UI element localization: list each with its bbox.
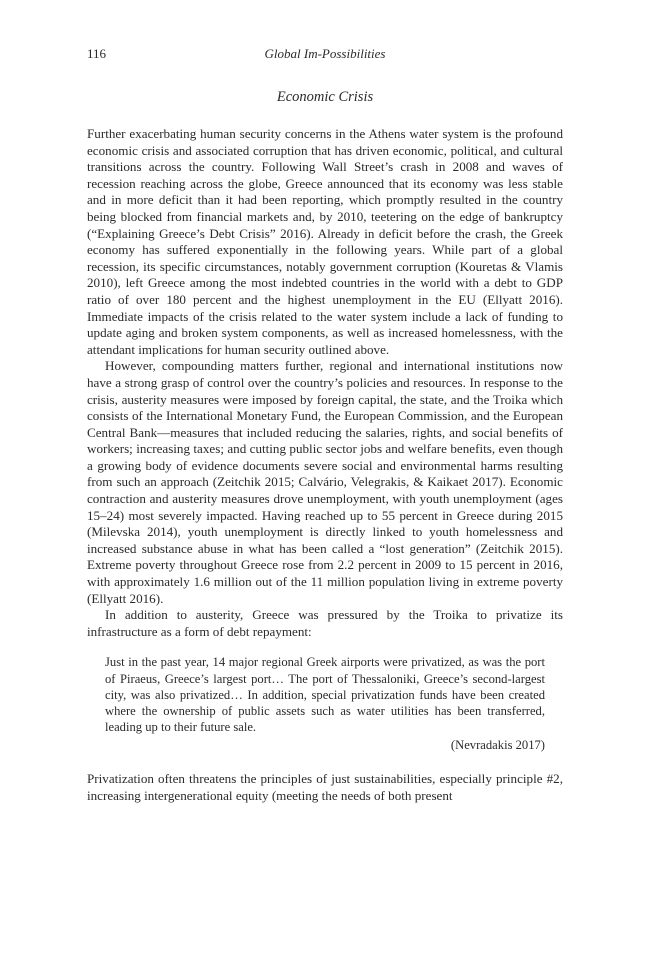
block-quote-citation: (Nevradakis 2017) [450,737,545,752]
paragraph-3: In addition to austerity, Greece was pressured by the Troika to privatize its infrastructure as a form of debt repayment: [87,607,563,639]
paragraph-1: Further exacerbating human security concerns in the Athens water system is the profound economic crisis and associated corruption that has driven economic, political, and cultural transitions across the country. Following Wall Street’s crash in 2008 and waves of recession reaching across the globe, Greece announced that its economy was less stable and in more deficit than it had been reporting, which promptly resulted in the country being blocked from financial markets and, by 2010, teetering on the edge of bankruptcy (“Explaining Greece’s Debt Crisis” 2016). Already in deficit before the crash, the Greek economy has suffered exponentially in the following years. While part of a global recession, its specific circumstances, notably government corruption (Kouretas & Vlamis 2010), left Greece among the most indebted countries in the world with a debt to GDP ratio of over 180 percent and the highest unemployment in the EU (Ellyatt 2016). Immediate impacts of the crisis related to the water system include a lack of funding to update aging and broken system components, as well as increased homelessness, with the attendant implications for human security outlined above. [87,126,563,357]
closing-paragraph: Privatization often threatens the principles of just sustainabilities, especially principle #2, increasing intergenerational equity (meeting the needs of both present [87,770,563,803]
block-quote-text: Just in the past year, 14 major regional Greek airports were privatized, as was the port of Piraeus, Greece’s largest port… The port of Thessaloniki, Greece’s second-largest city, was also privatized… In addition, special privatization funds have been created where the ownership of public assets such as water utilities has been transferred, leading up to their future sale. [105,655,545,734]
block-quote [105,654,545,753]
section-heading: Economic Crisis [276,89,374,105]
running-head [87,46,563,64]
page-number: 116 [87,46,107,61]
running-title: Global Im-Possibilities [264,46,386,61]
paragraph-2: However, compounding matters further, regional and international institutions now have a strong grasp of control over the country’s policies and resources. In response to the crisis, austerity measures were imposed by foreign capital, the state, and the Troika which consists of the International Monetary Fund, the European Commission, and the European Central Bank—measures that included reducing the salaries, rights, and social benefits of workers; increasing taxes; and cutting public sector jobs and welfare benefits, even though a growing body of evidence documents severe social and environmental harms resulting from such an approach (Zeitchik 2015; Calvário, Velegrakis, & Kaikaet 2017). Economic contraction and austerity measures drove unemployment, with youth unemployment (ages 15–24) most severely impacted. Having reached up to 55 percent in Greece during 2015 (Milevska 2014), youth unemployment is directly linked to youth homelessness and increased substance abuse in what has been called a “lost generation” (Zeitchik 2015). Extreme poverty throughout Greece rose from 2.2 percent in 2009 to 15 percent in 2016, with approximately 1.6 million out of the 11 million population living in extreme poverty (Ellyatt 2016). [87,358,563,606]
body-text [87,126,563,804]
